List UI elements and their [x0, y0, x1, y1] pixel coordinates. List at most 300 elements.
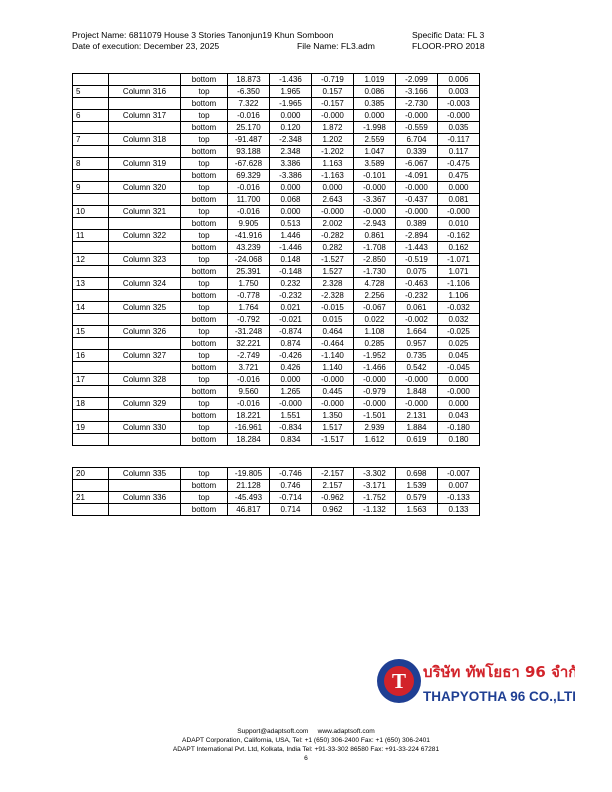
- row-number: 13: [73, 278, 109, 290]
- table-row: [73, 338, 480, 350]
- column-label: [109, 480, 181, 492]
- value-cell: -0.792: [228, 314, 270, 326]
- value-cell: 69.329: [228, 170, 270, 182]
- position-label: top: [181, 110, 228, 122]
- row-number: [73, 98, 109, 110]
- value-cell: 0.162: [438, 242, 480, 254]
- value-cell: 1.563: [396, 504, 438, 516]
- value-cell: -0.874: [270, 326, 312, 338]
- header-execution-date: Date of execution: December 23, 2025: [72, 41, 220, 51]
- value-cell: 2.559: [354, 134, 396, 146]
- value-cell: 2.256: [354, 290, 396, 302]
- row-number: [73, 194, 109, 206]
- table-row: [73, 350, 480, 362]
- logo-english-name: THAPYOTHA 96 CO.,LTD.: [423, 689, 575, 704]
- column-label: [109, 504, 181, 516]
- column-label: [109, 74, 181, 86]
- position-label: top: [181, 422, 228, 434]
- value-cell: -0.232: [270, 290, 312, 302]
- value-cell: -0.000: [354, 398, 396, 410]
- value-cell: -1.998: [354, 122, 396, 134]
- value-cell: -2.099: [396, 74, 438, 86]
- table-row: [73, 374, 480, 386]
- footer-website[interactable]: www.adaptsoft.com: [317, 728, 375, 735]
- value-cell: 0.000: [438, 374, 480, 386]
- value-cell: 0.735: [396, 350, 438, 362]
- position-label: top: [181, 398, 228, 410]
- value-cell: -0.117: [438, 134, 480, 146]
- value-cell: -91.487: [228, 134, 270, 146]
- value-cell: 0.385: [354, 98, 396, 110]
- row-number: [73, 218, 109, 230]
- column-label: Column 324: [109, 278, 181, 290]
- row-number: [73, 122, 109, 134]
- column-label: [109, 434, 181, 446]
- value-cell: 0.957: [396, 338, 438, 350]
- value-cell: -0.000: [396, 206, 438, 218]
- table-row: [73, 480, 480, 492]
- page-number: 6: [304, 755, 308, 762]
- value-cell: -1.752: [354, 492, 396, 504]
- row-number: 9: [73, 182, 109, 194]
- value-cell: -0.834: [270, 422, 312, 434]
- value-cell: 1.551: [270, 410, 312, 422]
- company-logo: [375, 654, 575, 710]
- position-label: bottom: [181, 218, 228, 230]
- column-label: Column 329: [109, 398, 181, 410]
- value-cell: 0.000: [438, 182, 480, 194]
- value-cell: 25.391: [228, 266, 270, 278]
- value-cell: 0.117: [438, 146, 480, 158]
- value-cell: -2.730: [396, 98, 438, 110]
- column-label: [109, 194, 181, 206]
- value-cell: 0.714: [270, 504, 312, 516]
- value-cell: -0.016: [228, 206, 270, 218]
- value-cell: 1.764: [228, 302, 270, 314]
- row-number: 20: [73, 468, 109, 480]
- value-cell: -0.045: [438, 362, 480, 374]
- position-label: bottom: [181, 74, 228, 86]
- value-cell: -0.000: [396, 374, 438, 386]
- value-cell: -2.328: [312, 290, 354, 302]
- value-cell: 1.517: [312, 422, 354, 434]
- row-number: 19: [73, 422, 109, 434]
- value-cell: -67.628: [228, 158, 270, 170]
- column-label: Column 317: [109, 110, 181, 122]
- value-cell: 2.348: [270, 146, 312, 158]
- value-cell: 0.045: [438, 350, 480, 362]
- value-cell: -1.140: [312, 350, 354, 362]
- value-cell: 0.003: [438, 86, 480, 98]
- table-row: [73, 468, 480, 480]
- row-number: [73, 74, 109, 86]
- table-row: [73, 86, 480, 98]
- value-cell: 3.386: [270, 158, 312, 170]
- value-cell: -1.443: [396, 242, 438, 254]
- column-label: [109, 410, 181, 422]
- value-cell: -0.016: [228, 374, 270, 386]
- position-label: top: [181, 182, 228, 194]
- value-cell: 1.071: [438, 266, 480, 278]
- value-cell: -0.157: [312, 98, 354, 110]
- table-row: [73, 122, 480, 134]
- value-cell: 18.221: [228, 410, 270, 422]
- position-label: top: [181, 278, 228, 290]
- value-cell: 1.664: [396, 326, 438, 338]
- column-label: [109, 146, 181, 158]
- row-number: [73, 242, 109, 254]
- value-cell: 0.120: [270, 122, 312, 134]
- position-label: top: [181, 254, 228, 266]
- value-cell: 0.962: [312, 504, 354, 516]
- value-cell: -0.032: [438, 302, 480, 314]
- value-cell: 1.612: [354, 434, 396, 446]
- value-cell: -0.000: [312, 206, 354, 218]
- value-cell: -2.850: [354, 254, 396, 266]
- value-cell: 25.170: [228, 122, 270, 134]
- value-cell: 1.965: [270, 86, 312, 98]
- value-cell: 2.131: [396, 410, 438, 422]
- value-cell: -0.000: [396, 182, 438, 194]
- footer-usa-address: ADAPT Corporation, California, USA, Tel: +1 (650) 306-2400 Fax: +1 (650) 306-2401: [182, 737, 430, 744]
- value-cell: -0.463: [396, 278, 438, 290]
- row-number: 18: [73, 398, 109, 410]
- table-row: [73, 362, 480, 374]
- value-cell: -0.000: [396, 398, 438, 410]
- value-cell: 1.539: [396, 480, 438, 492]
- position-label: top: [181, 158, 228, 170]
- value-cell: 0.000: [270, 110, 312, 122]
- value-cell: -0.067: [354, 302, 396, 314]
- column-label: Column 336: [109, 492, 181, 504]
- value-cell: 0.000: [270, 206, 312, 218]
- value-cell: -0.000: [312, 398, 354, 410]
- value-cell: 0.464: [312, 326, 354, 338]
- value-cell: -0.282: [312, 230, 354, 242]
- row-number: 21: [73, 492, 109, 504]
- row-number: 8: [73, 158, 109, 170]
- table-row: [73, 410, 480, 422]
- table-row: [73, 290, 480, 302]
- value-cell: 0.874: [270, 338, 312, 350]
- value-cell: -41.916: [228, 230, 270, 242]
- column-label: Column 318: [109, 134, 181, 146]
- position-label: bottom: [181, 242, 228, 254]
- value-cell: 9.560: [228, 386, 270, 398]
- value-cell: 43.239: [228, 242, 270, 254]
- table-row: [73, 266, 480, 278]
- logo-thai-name: บริษัท ทัพโยธา 96 จำกัด: [423, 663, 575, 681]
- row-number: 12: [73, 254, 109, 266]
- column-label: [109, 386, 181, 398]
- value-cell: -0.002: [396, 314, 438, 326]
- table-row: [73, 170, 480, 182]
- column-label: [109, 290, 181, 302]
- column-results-table-2: [72, 467, 480, 516]
- column-label: [109, 314, 181, 326]
- value-cell: 18.284: [228, 434, 270, 446]
- column-label: [109, 98, 181, 110]
- value-cell: 0.148: [270, 254, 312, 266]
- value-cell: -0.426: [270, 350, 312, 362]
- row-number: [73, 314, 109, 326]
- value-cell: 0.282: [312, 242, 354, 254]
- value-cell: 0.389: [396, 218, 438, 230]
- value-cell: -3.302: [354, 468, 396, 480]
- value-cell: 2.643: [312, 194, 354, 206]
- value-cell: 0.698: [396, 468, 438, 480]
- value-cell: -4.091: [396, 170, 438, 182]
- value-cell: 0.007: [438, 480, 480, 492]
- value-cell: -0.475: [438, 158, 480, 170]
- value-cell: -1.952: [354, 350, 396, 362]
- value-cell: 0.746: [270, 480, 312, 492]
- value-cell: -0.000: [312, 110, 354, 122]
- table-row: [73, 146, 480, 158]
- value-cell: -19.805: [228, 468, 270, 480]
- column-label: Column 320: [109, 182, 181, 194]
- column-label: Column 319: [109, 158, 181, 170]
- value-cell: -1.708: [354, 242, 396, 254]
- value-cell: -1.106: [438, 278, 480, 290]
- value-cell: -0.714: [270, 492, 312, 504]
- position-label: top: [181, 374, 228, 386]
- value-cell: -2.348: [270, 134, 312, 146]
- row-number: 15: [73, 326, 109, 338]
- table-row: [73, 230, 480, 242]
- value-cell: -3.171: [354, 480, 396, 492]
- position-label: top: [181, 350, 228, 362]
- value-cell: 11.700: [228, 194, 270, 206]
- table-row: [73, 110, 480, 122]
- table-row: [73, 134, 480, 146]
- value-cell: -0.000: [438, 386, 480, 398]
- value-cell: -0.979: [354, 386, 396, 398]
- logo-letter: T: [391, 669, 407, 693]
- value-cell: -6.350: [228, 86, 270, 98]
- table-row: [73, 326, 480, 338]
- position-label: bottom: [181, 480, 228, 492]
- position-label: top: [181, 86, 228, 98]
- position-label: bottom: [181, 338, 228, 350]
- value-cell: -0.519: [396, 254, 438, 266]
- value-cell: -0.719: [312, 74, 354, 86]
- footer-contacts: [0, 727, 612, 736]
- position-label: top: [181, 468, 228, 480]
- column-label: [109, 338, 181, 350]
- value-cell: 0.475: [438, 170, 480, 182]
- value-cell: -0.016: [228, 110, 270, 122]
- column-label: Column 335: [109, 468, 181, 480]
- table-row: [73, 504, 480, 516]
- value-cell: 1.750: [228, 278, 270, 290]
- value-cell: -0.000: [438, 206, 480, 218]
- value-cell: -0.015: [312, 302, 354, 314]
- position-label: bottom: [181, 362, 228, 374]
- position-label: bottom: [181, 504, 228, 516]
- value-cell: 1.527: [312, 266, 354, 278]
- value-cell: -3.367: [354, 194, 396, 206]
- value-cell: 4.728: [354, 278, 396, 290]
- value-cell: 18.873: [228, 74, 270, 86]
- value-cell: -1.466: [354, 362, 396, 374]
- table-row: [73, 278, 480, 290]
- value-cell: -0.559: [396, 122, 438, 134]
- value-cell: -0.021: [270, 314, 312, 326]
- value-cell: 3.589: [354, 158, 396, 170]
- table-row: [73, 206, 480, 218]
- value-cell: 0.000: [270, 374, 312, 386]
- row-number: [73, 410, 109, 422]
- value-cell: -0.000: [312, 374, 354, 386]
- value-cell: -0.007: [438, 468, 480, 480]
- value-cell: 1.848: [396, 386, 438, 398]
- table-row: [73, 434, 480, 446]
- column-label: Column 322: [109, 230, 181, 242]
- value-cell: -1.132: [354, 504, 396, 516]
- column-label: Column 330: [109, 422, 181, 434]
- value-cell: -1.517: [312, 434, 354, 446]
- position-label: bottom: [181, 266, 228, 278]
- company-logo-graphic: [375, 654, 575, 710]
- position-label: top: [181, 492, 228, 504]
- value-cell: 1.106: [438, 290, 480, 302]
- position-label: top: [181, 230, 228, 242]
- position-label: top: [181, 134, 228, 146]
- table-row: [73, 98, 480, 110]
- value-cell: 1.265: [270, 386, 312, 398]
- value-cell: 0.285: [354, 338, 396, 350]
- header-project-name: Project Name: 6811079 House 3 Stories Tanonjun19 Khun Somboon: [72, 30, 334, 40]
- row-number: 16: [73, 350, 109, 362]
- table-row: [73, 314, 480, 326]
- table-row: [73, 194, 480, 206]
- position-label: bottom: [181, 122, 228, 134]
- value-cell: -1.730: [354, 266, 396, 278]
- value-cell: 0.861: [354, 230, 396, 242]
- column-label: Column 321: [109, 206, 181, 218]
- value-cell: 21.128: [228, 480, 270, 492]
- table-row: [73, 242, 480, 254]
- value-cell: -1.501: [354, 410, 396, 422]
- column-label: Column 328: [109, 374, 181, 386]
- row-number: [73, 480, 109, 492]
- value-cell: -3.386: [270, 170, 312, 182]
- value-cell: -1.071: [438, 254, 480, 266]
- value-cell: 1.047: [354, 146, 396, 158]
- value-cell: -1.202: [312, 146, 354, 158]
- value-cell: -16.961: [228, 422, 270, 434]
- value-cell: 0.086: [354, 86, 396, 98]
- value-cell: -0.464: [312, 338, 354, 350]
- value-cell: 1.884: [396, 422, 438, 434]
- value-cell: 0.157: [312, 86, 354, 98]
- value-cell: -0.162: [438, 230, 480, 242]
- value-cell: 0.021: [270, 302, 312, 314]
- value-cell: -45.493: [228, 492, 270, 504]
- value-cell: -3.166: [396, 86, 438, 98]
- row-number: [73, 434, 109, 446]
- value-cell: -0.232: [396, 290, 438, 302]
- value-cell: 46.817: [228, 504, 270, 516]
- value-cell: -1.436: [270, 74, 312, 86]
- value-cell: 0.445: [312, 386, 354, 398]
- value-cell: 32.221: [228, 338, 270, 350]
- table-row: [73, 386, 480, 398]
- value-cell: 0.081: [438, 194, 480, 206]
- footer-email[interactable]: Support@adaptsoft.com: [237, 728, 309, 735]
- table-row: [73, 158, 480, 170]
- value-cell: 1.872: [312, 122, 354, 134]
- footer-india-address: ADAPT International Pvt. Ltd, Kolkata, India Tel: +91-33-302 86580 Fax: +91-33-224 67281: [172, 746, 440, 753]
- value-cell: 0.133: [438, 504, 480, 516]
- position-label: top: [181, 206, 228, 218]
- value-cell: -2.943: [354, 218, 396, 230]
- value-cell: -2.749: [228, 350, 270, 362]
- value-cell: 0.513: [270, 218, 312, 230]
- value-cell: -0.016: [228, 398, 270, 410]
- table-row: [73, 182, 480, 194]
- row-number: [73, 338, 109, 350]
- value-cell: 0.006: [438, 74, 480, 86]
- position-label: top: [181, 326, 228, 338]
- position-label: bottom: [181, 290, 228, 302]
- value-cell: 0.542: [396, 362, 438, 374]
- column-label: Column 327: [109, 350, 181, 362]
- value-cell: 0.180: [438, 434, 480, 446]
- value-cell: 2.157: [312, 480, 354, 492]
- value-cell: 93.188: [228, 146, 270, 158]
- value-cell: 0.043: [438, 410, 480, 422]
- value-cell: -0.000: [270, 398, 312, 410]
- row-number: 11: [73, 230, 109, 242]
- row-number: 5: [73, 86, 109, 98]
- column-label: Column 326: [109, 326, 181, 338]
- table-row: [73, 422, 480, 434]
- value-cell: 0.068: [270, 194, 312, 206]
- value-cell: 0.000: [354, 110, 396, 122]
- value-cell: 1.108: [354, 326, 396, 338]
- value-cell: 6.704: [396, 134, 438, 146]
- value-cell: 1.202: [312, 134, 354, 146]
- value-cell: -0.101: [354, 170, 396, 182]
- column-label: [109, 266, 181, 278]
- value-cell: -6.067: [396, 158, 438, 170]
- value-cell: -31.248: [228, 326, 270, 338]
- value-cell: 0.025: [438, 338, 480, 350]
- column-label: [109, 218, 181, 230]
- value-cell: 0.015: [312, 314, 354, 326]
- value-cell: -0.000: [396, 110, 438, 122]
- value-cell: -0.180: [438, 422, 480, 434]
- value-cell: 0.022: [354, 314, 396, 326]
- value-cell: 9.905: [228, 218, 270, 230]
- value-cell: 1.350: [312, 410, 354, 422]
- value-cell: -1.527: [312, 254, 354, 266]
- value-cell: 0.834: [270, 434, 312, 446]
- value-cell: 0.032: [438, 314, 480, 326]
- header-software: FLOOR-PRO 2018: [412, 41, 485, 51]
- table-row: [73, 302, 480, 314]
- table-row: [73, 492, 480, 504]
- value-cell: 1.163: [312, 158, 354, 170]
- row-number: [73, 170, 109, 182]
- row-number: 10: [73, 206, 109, 218]
- value-cell: -1.965: [270, 98, 312, 110]
- value-cell: 1.446: [270, 230, 312, 242]
- position-label: bottom: [181, 434, 228, 446]
- table-row: [73, 218, 480, 230]
